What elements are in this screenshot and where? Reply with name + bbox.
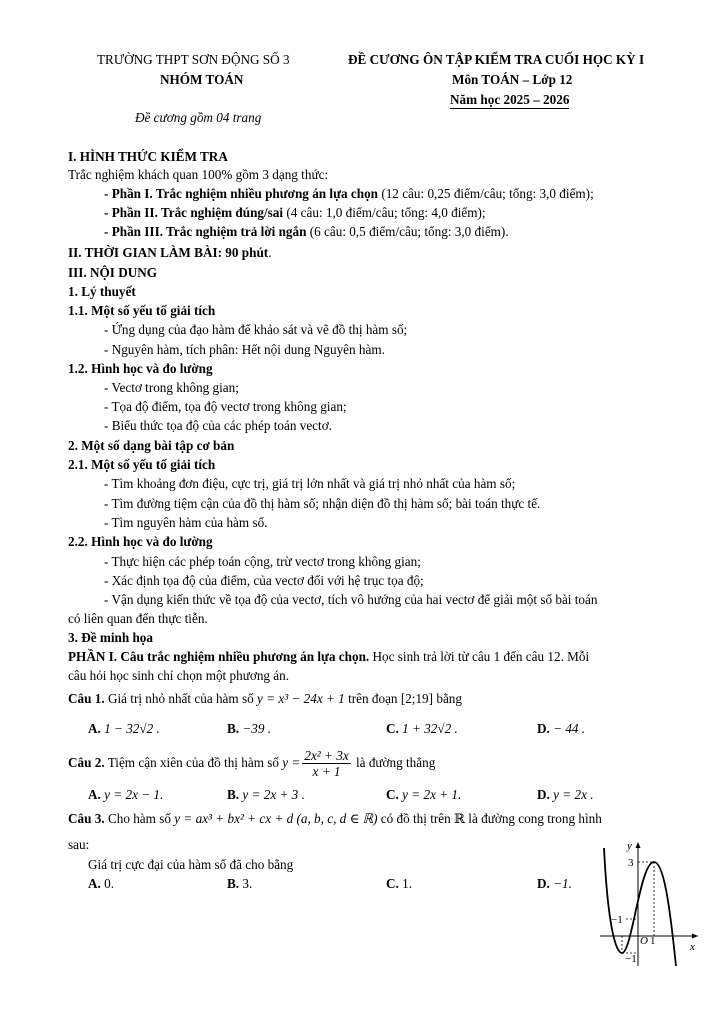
list-item: - Xác định tọa độ của điểm, của vectơ đối với hệ trục tọa độ; <box>104 573 424 588</box>
tick-label-y-3: 3 <box>628 857 634 869</box>
q3-option-d: D. −1. <box>537 876 572 891</box>
tick-label-y-neg1: −1 <box>625 953 637 965</box>
cubic-function-graph <box>598 838 702 970</box>
part-1-desc: - Phần I. Trắc nghiệm nhiều phương án lựa chọn (12 câu: 0,25 điểm/câu; tổng: 3,0 điểm); <box>104 186 594 201</box>
axis-label-x: x <box>690 941 695 953</box>
school-name: TRƯỜNG THPT SƠN ĐỘNG SỐ 3 <box>97 52 290 67</box>
section-2-title: II. THỜI GIAN LÀM BÀI: 90 phút. <box>68 245 272 260</box>
theory-title: 1. Lý thuyết <box>68 284 136 299</box>
sample-title: 3. Đề minh họa <box>68 630 153 645</box>
exam-title: ĐỀ CƯƠNG ÔN TẬP KIỂM TRA CUỐI HỌC KỲ I <box>348 52 645 67</box>
q3-option-b: B. 3. <box>227 876 253 891</box>
list-item-continued: có liên quan đến thực tiễn. <box>68 611 208 626</box>
question-3: Câu 3. Cho hàm số y = ax³ + bx² + cx + d (a, b, c, d ∈ ℝ) có đồ thị trên ℝ là đường cong trong hình <box>68 811 602 826</box>
list-item: - Biểu thức tọa độ của các phép toán vectơ. <box>104 418 332 433</box>
school-year: Năm học 2025 – 2026 <box>450 92 570 107</box>
group-name: NHÓM TOÁN <box>160 72 244 87</box>
pages-note: Đề cương gồm 04 trang <box>135 110 262 125</box>
subject-grade: Môn TOÁN – Lớp 12 <box>452 72 573 87</box>
q2-option-a: A. y = 2x − 1. <box>88 787 164 802</box>
q2-option-b: B. y = 2x + 3 . <box>227 787 305 802</box>
origin-label: O <box>640 935 648 947</box>
tick-label-x-1: 1 <box>650 935 656 947</box>
theory-11-title: 1.1. Một số yếu tố giải tích <box>68 303 216 318</box>
q1-option-b: B. −39 . <box>227 721 272 736</box>
q1-option-d: D. − 44 . <box>537 721 586 736</box>
q3-option-a: A. 0. <box>88 876 115 891</box>
exercise-21-title: 2.1. Một số yếu tố giải tích <box>68 457 216 472</box>
axis-label-y: y <box>627 840 632 852</box>
list-item: - Ứng dụng của đạo hàm để khảo sát và vẽ đồ thị hàm số; <box>104 322 408 337</box>
part-1-instruction: câu hỏi học sinh chỉ chọn một phương án. <box>68 668 290 683</box>
list-item: - Tìm đường tiệm cận của đồ thị hàm số; nhận diện đồ thị hàm số; bài toán thực tế. <box>104 496 541 511</box>
list-item: - Tọa độ điểm, tọa độ vectơ trong không gian; <box>104 399 347 414</box>
question-3-prompt: Giá trị cực đại của hàm số đã cho bằng <box>88 857 294 872</box>
part-2-desc: - Phần II. Trắc nghiệm đúng/sai (4 câu: 1,0 điểm/câu; tổng: 4,0 điểm); <box>104 205 486 220</box>
q2-option-d: D. y = 2x . <box>537 787 594 802</box>
cubic-curve <box>604 848 676 966</box>
theory-12-title: 1.2. Hình học và đo lường <box>68 361 213 376</box>
x-axis-arrow <box>692 934 698 939</box>
exercise-22-title: 2.2. Hình học và đo lường <box>68 534 213 549</box>
list-item: - Tìm khoảng đơn điệu, cực trị, giá trị lớn nhất và giá trị nhỏ nhất của hàm số; <box>104 476 516 491</box>
list-item: - Tìm nguyên hàm của hàm số. <box>104 515 268 530</box>
tick-label-x-neg1: −1 <box>611 914 623 926</box>
section-1-title: I. HÌNH THỨC KIỂM TRA <box>68 149 228 164</box>
y-axis-arrow <box>636 842 641 848</box>
part-3-desc: - Phần III. Trắc nghiệm trả lời ngắn (6 câu: 0,5 điểm/câu; tổng: 3,0 điểm). <box>104 224 509 239</box>
list-item: - Vectơ trong không gian; <box>104 380 239 395</box>
question-2: Câu 2. Tiệm cận xiên của đồ thị hàm số y = $\frac{\text{2x² + 3x}}{x + 1}$ là đường thẳng <box>68 748 436 780</box>
exercise-title: 2. Một số dạng bài tập cơ bản <box>68 438 235 453</box>
list-item: - Nguyên hàm, tích phân: Hết nội dung Nguyên hàm. <box>104 342 385 357</box>
q2-fraction: $\frac{\text{2x² + 3x}}{x + 1}$ <box>304 748 349 780</box>
q1-option-c: C. 1 + 32√2 . <box>386 721 458 736</box>
section-1-intro: Trắc nghiệm khách quan 100% gồm 3 dạng thức: <box>68 167 329 182</box>
list-item: - Thực hiện các phép toán cộng, trừ vectơ trong không gian; <box>104 554 421 569</box>
question-3-continued: sau: <box>68 837 90 852</box>
q3-option-c: C. 1. <box>386 876 413 891</box>
list-item: - Vận dụng kiến thức về tọa độ của vectơ, tích vô hướng của hai vectơ để giải một số bài toán <box>104 592 598 607</box>
part-1-heading: PHẦN I. Câu trắc nghiệm nhiều phương án lựa chọn. Học sinh trả lời từ câu 1 đến câu 12. Mỗi <box>68 649 590 664</box>
question-1: Câu 1. Giá trị nhỏ nhất của hàm số y = x³ − 24x + 1 trên đoạn [2;19] bằng <box>68 691 462 706</box>
section-3-title: III. NỘI DUNG <box>68 265 158 280</box>
q2-option-c: C. y = 2x + 1. <box>386 787 462 802</box>
q1-option-a: A. 1 − 32√2 . <box>88 721 160 736</box>
